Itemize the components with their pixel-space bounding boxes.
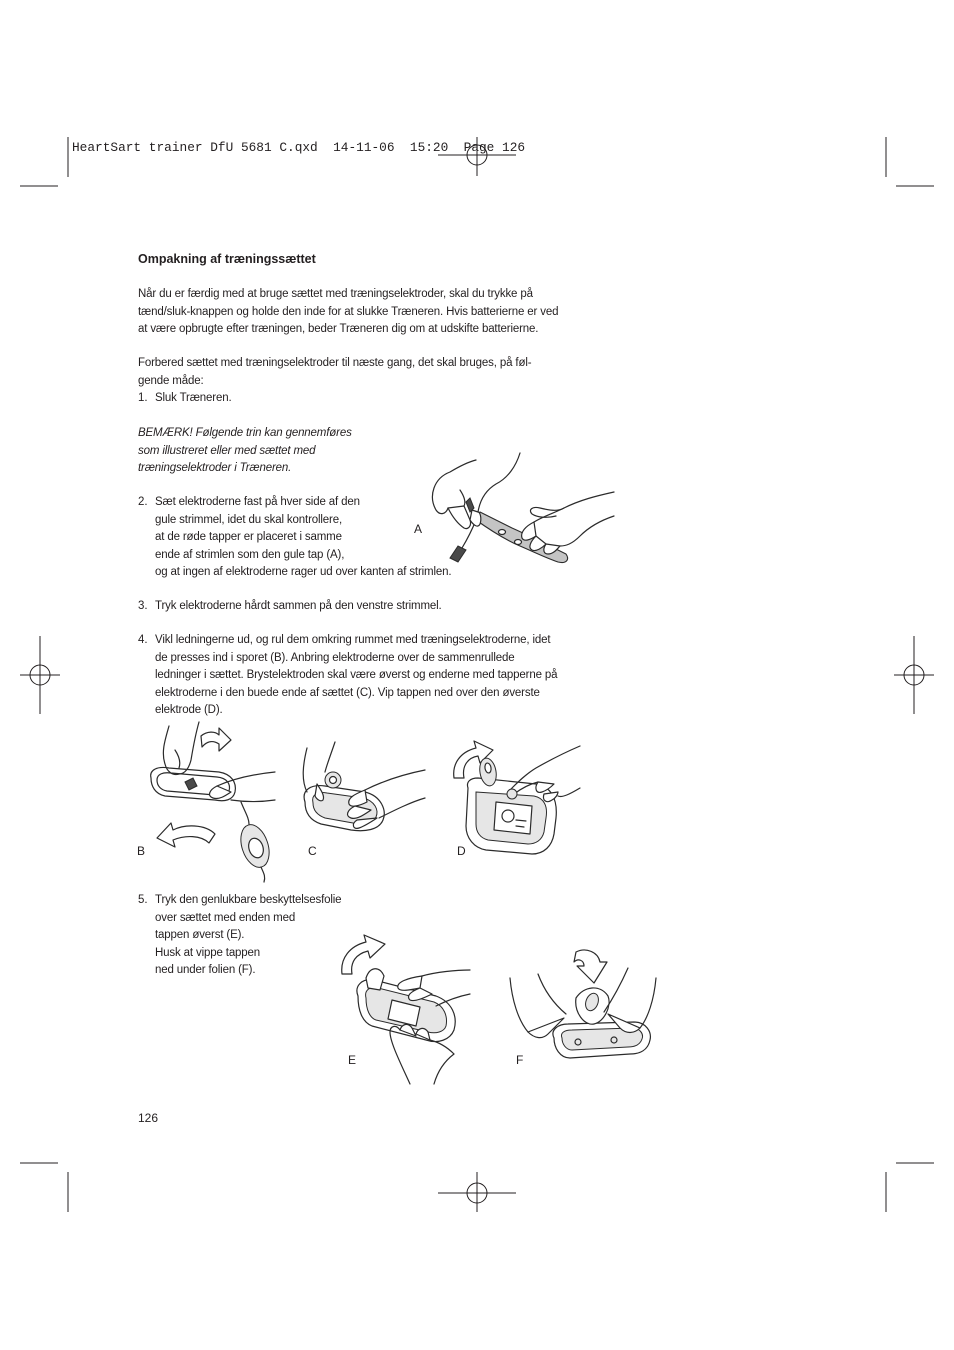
crop-mark-bottom-left (20, 1163, 68, 1212)
curved-arrow-down-icon (574, 950, 607, 983)
note-line: BEMÆRK! Følgende trin kan gennemføres (138, 427, 352, 439)
registration-mark-left (20, 636, 60, 714)
step-line: elektroderne i den buede ende af sættet (C). Vip tappen ned over den øverste (155, 686, 540, 699)
step-line: Vikl ledningerne ud, og rul dem omkring rummet med træningselektroderne, idet (155, 634, 551, 646)
illustration-b (145, 720, 277, 882)
hand-drawing (163, 722, 199, 775)
section-heading: Ompakning af træningssættet (138, 252, 316, 266)
hand-drawing (348, 770, 425, 828)
step-line: Husk at vippe tappen (155, 946, 261, 959)
step-1 (138, 390, 232, 408)
step-line: Sluk Træneren. (155, 392, 232, 404)
curved-arrow-icon (342, 935, 385, 974)
hand-drawing (522, 492, 614, 554)
step-number: 4. (138, 634, 148, 646)
step-number: 3. (138, 600, 148, 612)
step-line: ledninger i sættet. Brystelektroden skal være øverst og enderne med tapperne på (155, 669, 558, 681)
note-line: som illustreret eller med sættet med (138, 444, 316, 457)
crop-mark-top-right (886, 137, 934, 186)
step-3 (138, 598, 442, 616)
crop-mark-top-left (20, 137, 68, 186)
note-line: træningselektroder i Træneren. (138, 462, 292, 474)
step-line: Tryk den genlukbare beskyttelsesfolie (155, 894, 342, 906)
prep-line: gende måde: (138, 374, 204, 387)
step-line: ned under folien (F). (155, 964, 256, 976)
hand-drawing (432, 453, 520, 529)
step-5 (138, 892, 341, 980)
curved-arrow-left-icon (157, 823, 215, 847)
step-2 (138, 494, 451, 582)
step-line: ende af strimlen som den gule tap (A), (155, 548, 345, 561)
tab-flap-drawing (576, 988, 609, 1024)
figure-label-c: C (308, 844, 317, 858)
illustration-d (446, 738, 582, 858)
illustration-c (295, 740, 427, 836)
curved-arrow-right-icon (201, 728, 231, 751)
step-line: at de røde tapper er placeret i samme (155, 531, 342, 543)
step-line: de presses ind i sporet (B). Anbring elektroderne over de sammenrullede (155, 651, 515, 664)
step-line: gule strimmel, idet du skal kontrollere, (155, 513, 343, 526)
step-line: og at ingen af elektroderne rager ud over kanten af strimlen. (155, 566, 452, 578)
intro-line: Når du er færdig med at bruge sættet med træningselektroder, skal du trykke på (138, 288, 533, 300)
illustration-a (420, 450, 616, 568)
figure-label-f: F (516, 1053, 524, 1067)
step-number: 5. (138, 894, 148, 906)
registration-mark-bottom (438, 1172, 516, 1212)
intro-paragraph (138, 286, 558, 339)
crop-mark-bottom-right (886, 1163, 934, 1212)
step-line: Sæt elektroderne fast på hver side af den (155, 496, 360, 508)
step-line: elektrode (D). (155, 704, 223, 716)
step-line: over sættet med enden med (155, 911, 296, 924)
step-number: 2. (138, 496, 148, 508)
training-electrode-puck-drawing (236, 802, 274, 882)
intro-line: tænd/sluk-knappen og holde den inde for at slukke Træneren. Hvis batterierne er ved (138, 305, 559, 318)
figure-label-a: A (414, 522, 423, 536)
print-slug: HeartSart trainer DfU 5681 C.qxd 14-11-06 15:20 Page 126 (72, 140, 526, 155)
note-paragraph (138, 425, 352, 478)
figure-label-d: D (457, 844, 466, 858)
tray-drawing (466, 757, 556, 854)
step-4 (138, 632, 557, 720)
step-number: 1. (138, 392, 148, 404)
intro-line: at være opbrugte efter træningen, beder Træneren dig om at udskifte batterierne. (138, 323, 539, 335)
illustration-e (336, 930, 472, 1086)
prep-line: Forbered sættet med træningselektroder til næste gang, det skal bruges, på føl- (138, 357, 532, 369)
page-number: 126 (138, 1111, 159, 1125)
registration-mark-right (894, 636, 934, 714)
step-line: Tryk elektroderne hårdt sammen på den venstre strimmel. (155, 600, 442, 612)
figure-label-b: B (137, 844, 146, 858)
prep-paragraph (138, 355, 531, 390)
illustration-f (504, 942, 660, 1070)
step-line: tappen øverst (E). (155, 929, 245, 941)
figure-label-e: E (348, 1053, 357, 1067)
